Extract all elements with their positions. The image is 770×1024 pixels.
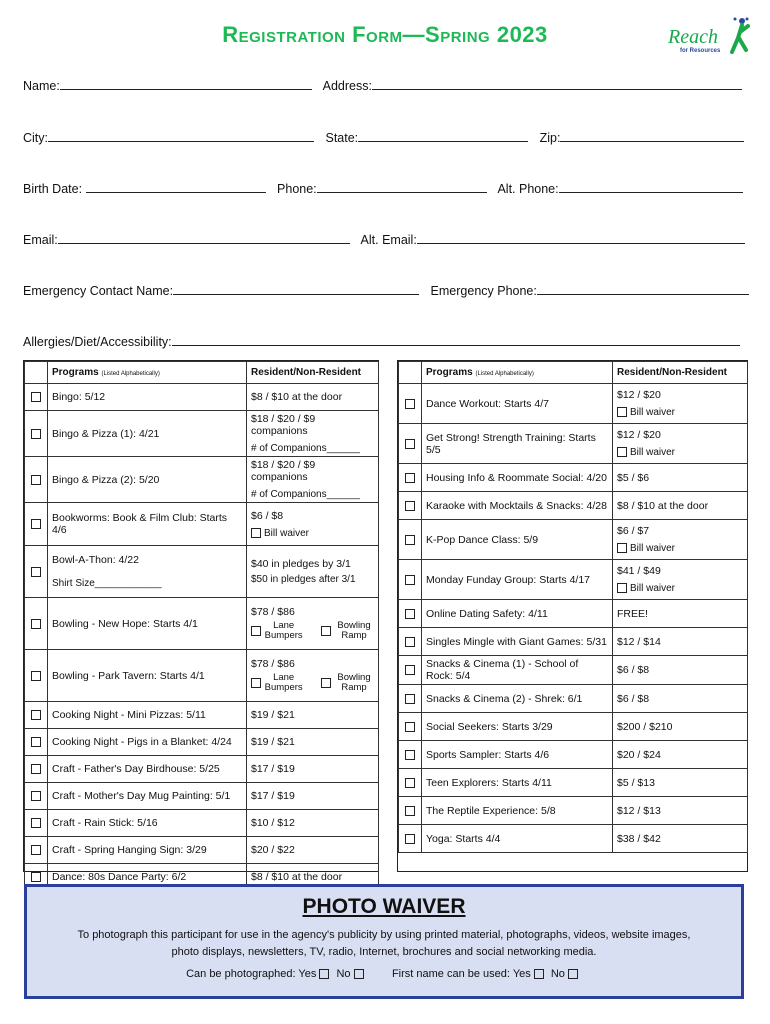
table-row — [399, 656, 748, 685]
checkbox[interactable] — [405, 535, 415, 545]
bill-waiver-checkbox[interactable] — [617, 583, 627, 593]
checkbox[interactable] — [31, 764, 41, 774]
alt-phone-label: Alt. Phone: — [497, 182, 559, 196]
checkbox[interactable] — [31, 475, 41, 485]
program-name: Craft - Father's Day Birdhouse: 5/25 — [48, 756, 247, 783]
table-row — [399, 600, 748, 628]
program-price: $19 / $21 — [247, 729, 379, 756]
bill-waiver-checkbox[interactable] — [251, 528, 261, 538]
lane-bumpers-checkbox[interactable] — [251, 626, 261, 636]
program-name: Craft - Rain Stick: 5/16 — [48, 810, 247, 837]
program-name: Get Strong! Strength Training: Starts 5/5 — [422, 424, 613, 464]
program-price: $8 / $10 at the door — [247, 384, 379, 411]
program-price: $78 / $86 Lane Bumpers Bowling Ramp — [247, 598, 379, 650]
table-row — [25, 598, 379, 650]
photo-waiver-title: PHOTO WAIVER — [302, 895, 466, 918]
logo-tagline: for Resources — [680, 48, 721, 54]
emergency-name-label: Emergency Contact Name: — [23, 284, 174, 298]
price-header: Resident/Non-Resident — [613, 362, 748, 384]
birth-field[interactable] — [86, 180, 266, 193]
checkbox[interactable] — [405, 501, 415, 511]
program-price: $38 / $42 — [613, 825, 748, 853]
checkbox[interactable] — [405, 439, 415, 449]
checkbox[interactable] — [31, 567, 41, 577]
program-name: Bowl-A-Thon: 4/22 Shirt Size____________ — [48, 546, 247, 598]
table-row — [399, 424, 748, 464]
program-price: $19 / $21 — [247, 702, 379, 729]
lane-bumpers-checkbox[interactable] — [251, 678, 261, 688]
program-price: $12 / $14 — [613, 628, 748, 656]
checkbox[interactable] — [405, 722, 415, 732]
alt-phone-field[interactable] — [559, 180, 743, 193]
checkbox[interactable] — [405, 575, 415, 585]
emergency-phone-field[interactable] — [537, 282, 749, 295]
name-address-row — [23, 77, 742, 93]
checkbox[interactable] — [31, 791, 41, 801]
program-name: Housing Info & Roommate Social: 4/20 — [422, 464, 613, 492]
program-price: FREE! — [613, 600, 748, 628]
program-name: Snacks & Cinema (1) - School of Rock: 5/4 — [422, 656, 613, 685]
table-row — [25, 810, 379, 837]
email-field[interactable] — [58, 231, 350, 244]
bill-waiver-checkbox[interactable] — [617, 407, 627, 417]
program-price: $6 / $8 — [613, 656, 748, 685]
checkbox[interactable] — [405, 609, 415, 619]
emergency-name-field[interactable] — [173, 282, 419, 295]
checkbox[interactable] — [405, 665, 415, 675]
no-label: No — [550, 968, 565, 980]
table-row — [399, 628, 748, 656]
table-row — [399, 797, 748, 825]
table-row — [399, 825, 748, 853]
allergies-label: Allergies/Diet/Accessibility: — [23, 335, 172, 349]
checkbox[interactable] — [31, 619, 41, 629]
program-price: $17 / $19 — [247, 756, 379, 783]
program-name: K-Pop Dance Class: 5/9 — [422, 520, 613, 560]
photograph-yes-checkbox[interactable] — [319, 969, 329, 979]
name-label: Name: — [23, 79, 60, 93]
table-row — [25, 546, 379, 598]
program-name: Cooking Night - Pigs in a Blanket: 4/24 — [48, 729, 247, 756]
zip-label: Zip: — [539, 131, 561, 145]
table-row — [399, 384, 748, 424]
allergies-row — [23, 333, 740, 349]
bowling-ramp-checkbox[interactable] — [321, 678, 331, 688]
alt-email-field[interactable] — [417, 231, 745, 244]
program-price: $12 / $20 Bill waiver — [613, 384, 748, 424]
emergency-row — [23, 282, 749, 298]
phone-label: Phone: — [277, 182, 317, 196]
person-icon — [728, 16, 750, 56]
city-field[interactable] — [48, 129, 314, 142]
program-name: Cooking Night - Mini Pizzas: 5/11 — [48, 702, 247, 729]
program-name: Bingo: 5/12 — [48, 384, 247, 411]
checkbox[interactable] — [405, 750, 415, 760]
program-price: $20 / $22 — [247, 837, 379, 864]
table-row — [399, 769, 748, 797]
checkbox[interactable] — [31, 429, 41, 439]
programs-header: Programs (Listed Alphabetically) — [422, 362, 613, 384]
city-label: City: — [23, 131, 48, 145]
allergies-field[interactable] — [172, 333, 740, 346]
table-row — [25, 702, 379, 729]
reach-logo — [668, 14, 750, 58]
alt-email-label: Alt. Email: — [360, 233, 417, 247]
zip-field[interactable] — [560, 129, 744, 142]
program-price: $78 / $86 Lane Bumpers Bowling Ramp — [247, 650, 379, 702]
table-row — [399, 713, 748, 741]
email-row — [23, 231, 745, 247]
program-price: $6 / $8 Bill waiver — [247, 503, 379, 546]
table-row — [25, 837, 379, 864]
checkbox[interactable] — [405, 399, 415, 409]
program-name: Singles Mingle with Giant Games: 5/31 — [422, 628, 613, 656]
form-title: Registration Form—Spring 2023 — [222, 22, 548, 47]
logo-wordmark: Reach — [668, 26, 718, 48]
program-name: Bingo & Pizza (1): 4/21 — [48, 411, 247, 457]
program-price: $5 / $13 — [613, 769, 748, 797]
program-name: Snacks & Cinema (2) - Shrek: 6/1 — [422, 685, 613, 713]
address-label: Address: — [322, 79, 372, 93]
table-row — [399, 741, 748, 769]
program-price: $8 / $10 at the door — [247, 864, 379, 891]
checkbox[interactable] — [31, 818, 41, 828]
program-price: $41 / $49 Bill waiver — [613, 560, 748, 600]
program-price: $8 / $10 at the door — [613, 492, 748, 520]
table-header — [25, 362, 379, 384]
photograph-no-checkbox[interactable] — [354, 969, 364, 979]
email-label: Email: — [23, 233, 58, 247]
bowling-ramp-checkbox[interactable] — [321, 626, 331, 636]
checkbox[interactable] — [31, 737, 41, 747]
checkbox[interactable] — [31, 671, 41, 681]
program-name: Dance Workout: Starts 4/7 — [422, 384, 613, 424]
table-row — [25, 783, 379, 810]
table-row — [25, 756, 379, 783]
program-name: Dance: 80s Dance Party: 6/2 — [48, 864, 247, 891]
programs-header: Programs (Listed Alphabetically) — [48, 362, 247, 384]
bill-waiver-checkbox[interactable] — [617, 543, 627, 553]
state-field[interactable] — [358, 129, 528, 142]
program-name: Online Dating Safety: 4/11 — [422, 600, 613, 628]
yes-label: Yes — [298, 968, 317, 980]
program-price: $18 / $20 / $9 companions # of Companions______ — [247, 411, 379, 457]
yes-label: Yes — [512, 968, 531, 980]
photo-waiver-panel — [24, 884, 744, 999]
program-name: Craft - Spring Hanging Sign: 3/29 — [48, 837, 247, 864]
table-row — [25, 384, 379, 411]
program-price: $18 / $20 / $9 companions # of Companions______ — [247, 457, 379, 503]
phone-field[interactable] — [317, 180, 487, 193]
birth-label: Birth Date: — [23, 182, 83, 196]
program-price: $40 in pledges by 3/1 $50 in pledges after 3/1 — [247, 546, 379, 598]
program-name: Monday Funday Group: Starts 4/17 — [422, 560, 613, 600]
table-row — [399, 520, 748, 560]
program-name: Bingo & Pizza (2): 5/20 — [48, 457, 247, 503]
program-price: $6 / $7 Bill waiver — [613, 520, 748, 560]
table-row — [399, 685, 748, 713]
checkbox[interactable] — [31, 392, 41, 402]
can-photograph-label: Can be photographed: — [186, 968, 296, 980]
name-field[interactable] — [60, 77, 312, 90]
programs-table-right — [398, 361, 748, 853]
photo-waiver-text: To photograph this participant for use in the agency's publicity by using printed material, photographs, videos, website images, photo displays, newsletters, TV, radio, Internet, brochures and social networking media. — [77, 929, 691, 958]
program-name: Teen Explorers: Starts 4/11 — [422, 769, 613, 797]
table-row — [399, 492, 748, 520]
program-price: $20 / $24 — [613, 741, 748, 769]
program-price: $5 / $6 — [613, 464, 748, 492]
program-price: $12 / $13 — [613, 797, 748, 825]
checkbox[interactable] — [31, 710, 41, 720]
first-name-no-checkbox[interactable] — [568, 969, 578, 979]
price-header: Resident/Non-Resident — [247, 362, 379, 384]
table-row — [399, 464, 748, 492]
program-name: Yoga: Starts 4/4 — [422, 825, 613, 853]
checkbox[interactable] — [405, 834, 415, 844]
checkbox[interactable] — [405, 806, 415, 816]
table-row — [25, 729, 379, 756]
program-price: $200 / $210 — [613, 713, 748, 741]
program-name: Bowling - Park Tavern: Starts 4/1 — [48, 650, 247, 702]
birth-phone-row — [23, 180, 743, 196]
table-row — [25, 411, 379, 457]
checkbox[interactable] — [405, 637, 415, 647]
table-row — [25, 650, 379, 702]
first-name-yes-checkbox[interactable] — [534, 969, 544, 979]
table-row — [399, 560, 748, 600]
checkbox[interactable] — [405, 778, 415, 788]
checkbox[interactable] — [31, 872, 41, 882]
program-price: $17 / $19 — [247, 783, 379, 810]
first-name-label: First name can be used: — [391, 968, 510, 980]
program-price: $10 / $12 — [247, 810, 379, 837]
table-row — [25, 457, 379, 503]
program-name: Sports Sampler: Starts 4/6 — [422, 741, 613, 769]
photo-waiver-options — [27, 968, 741, 980]
table-header — [399, 362, 748, 384]
bill-waiver-checkbox[interactable] — [617, 447, 627, 457]
table-row — [25, 503, 379, 546]
program-name: The Reptile Experience: 5/8 — [422, 797, 613, 825]
checkbox[interactable] — [31, 519, 41, 529]
program-name: Social Seekers: Starts 3/29 — [422, 713, 613, 741]
program-price: $12 / $20 Bill waiver — [613, 424, 748, 464]
program-price: $6 / $8 — [613, 685, 748, 713]
program-name: Craft - Mother's Day Mug Painting: 5/1 — [48, 783, 247, 810]
state-label: State: — [325, 131, 359, 145]
program-name: Bowling - New Hope: Starts 4/1 — [48, 598, 247, 650]
emergency-phone-label: Emergency Phone: — [430, 284, 537, 298]
checkbox[interactable] — [405, 473, 415, 483]
checkbox[interactable] — [31, 845, 41, 855]
program-name: Karaoke with Mocktails & Snacks: 4/28 — [422, 492, 613, 520]
address-field[interactable] — [372, 77, 742, 90]
no-label: No — [336, 968, 351, 980]
checkbox[interactable] — [405, 694, 415, 704]
program-name: Bookworms: Book & Film Club: Starts 4/6 — [48, 503, 247, 546]
city-row — [23, 129, 744, 145]
programs-table-left — [24, 361, 379, 891]
